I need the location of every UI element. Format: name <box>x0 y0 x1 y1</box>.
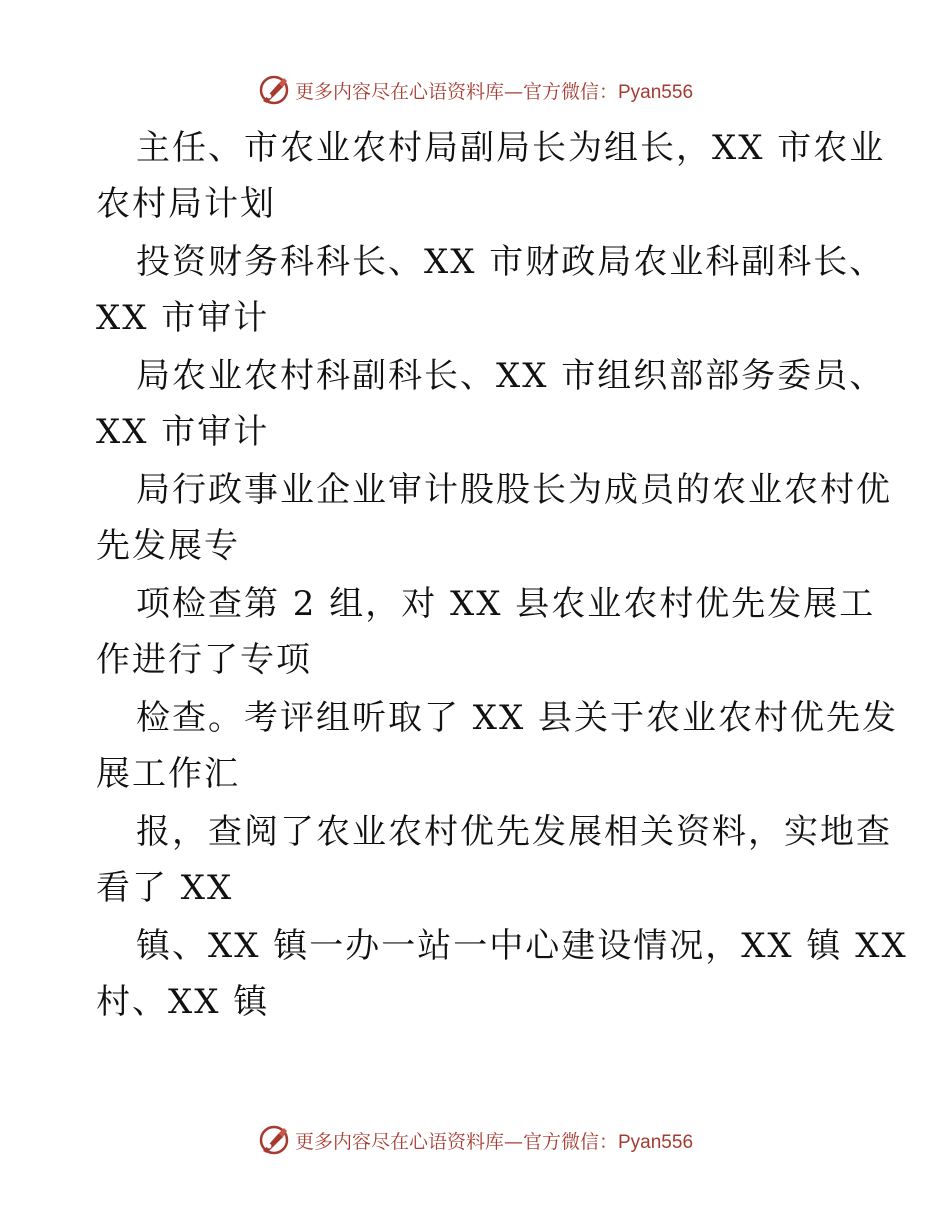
body-line: 展工作汇 <box>96 754 240 794</box>
body-line: 投资财务科科长、XX 市财政局农业科副科长、 <box>136 242 886 282</box>
header-watermark-text <box>295 77 693 104</box>
body-line: XX 市审计 <box>96 412 270 452</box>
header-watermark-id: Pyan556 <box>618 81 694 103</box>
body-line: 局农业农村科副科长、XX 市组织部部务委员、 <box>136 356 886 396</box>
footer-watermark-text <box>295 1127 693 1154</box>
footer-watermark-label: 更多内容尽在心语资料库—官方微信： <box>294 1130 618 1153</box>
body-line: 先发展专 <box>96 526 240 566</box>
body-line: 主任、市农业农村局副局长为组长，XX 市农业 <box>136 128 886 168</box>
body-line: 报，查阅了农业农村优先发展相关资料，实地查 <box>136 812 892 852</box>
footer-watermark-id: Pyan556 <box>618 1131 694 1153</box>
body-line: 农村局计划 <box>96 184 276 224</box>
pen-logo-icon <box>257 1123 291 1157</box>
body-line: 看了 XX <box>96 868 234 908</box>
body-line: 项检查第 2 组，对 XX 县农业农村优先发展工 <box>136 584 876 624</box>
body-line: 作进行了专项 <box>96 640 312 680</box>
header-watermark-label: 更多内容尽在心语资料库—官方微信： <box>294 80 618 103</box>
footer-watermark <box>0 1120 950 1160</box>
header-watermark <box>0 70 950 110</box>
body-line: XX 市审计 <box>96 298 270 338</box>
body-line: 镇、XX 镇一办一站一中心建设情况，XX 镇 XX <box>136 926 908 966</box>
body-line: 局行政事业企业审计股股长为成员的农业农村优 <box>136 470 892 510</box>
body-line: 村、XX 镇 <box>96 982 270 1022</box>
body-line: 检查。考评组听取了 XX 县关于农业农村优先发 <box>136 698 899 738</box>
pen-logo-icon <box>257 73 291 107</box>
